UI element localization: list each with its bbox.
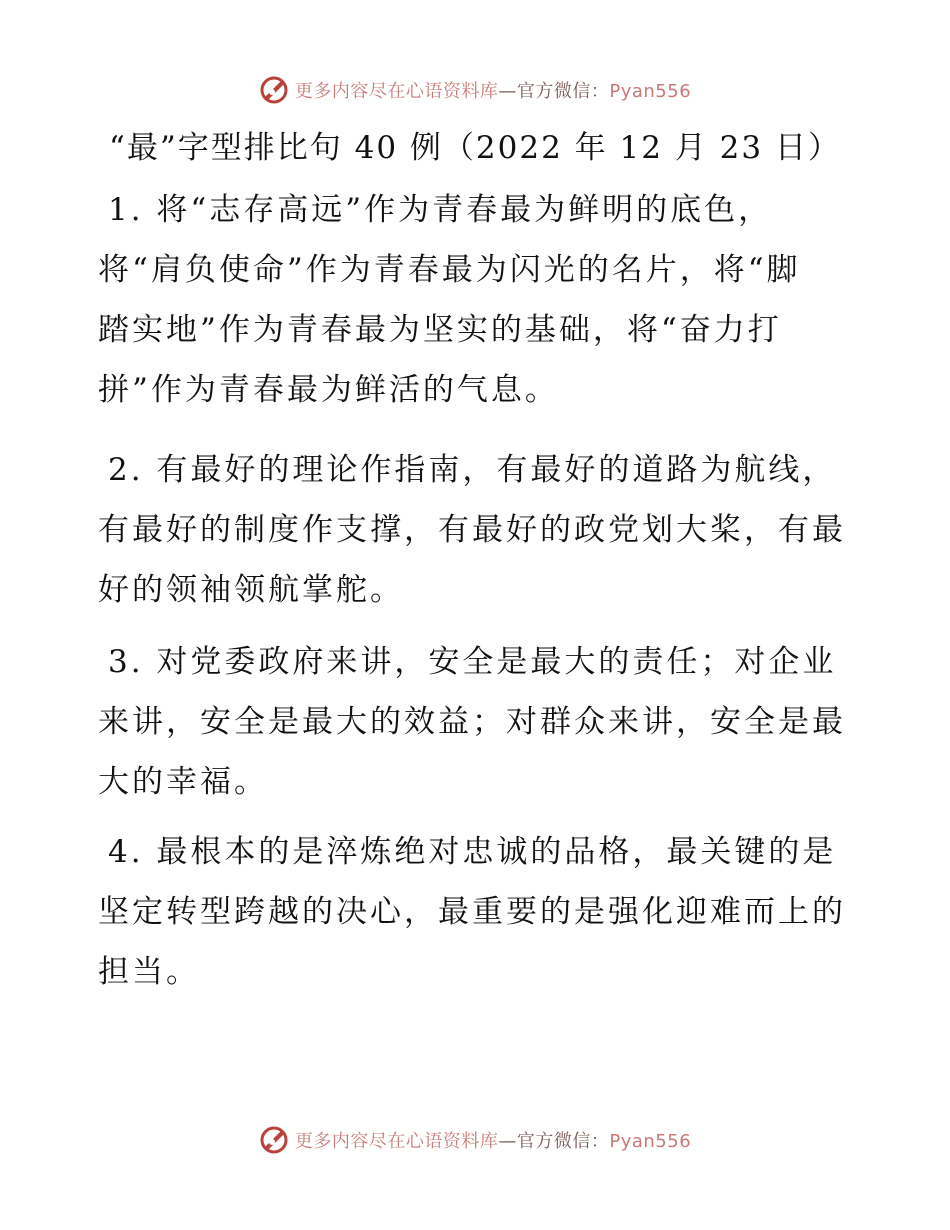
- header-banner: [0, 70, 950, 110]
- paragraph-line: 1. 将“志存高远”作为青春最为鲜明的底色，: [108, 192, 773, 228]
- paragraph-1: [98, 180, 850, 420]
- footer-banner-text: 更多内容尽在心语资料库—官方微信：Pyan556: [294, 1131, 692, 1152]
- page-title: “最”字型排比句 40 例（2022 年 12 月 23 日）: [109, 130, 841, 166]
- logo-icon: [259, 75, 289, 105]
- header-banner-text: 更多内容尽在心语资料库—官方微信：Pyan556: [294, 81, 692, 102]
- logo-icon: [259, 1125, 289, 1155]
- paragraph-line: 好的领袖领航掌舵。: [98, 572, 404, 608]
- footer-banner: [0, 1120, 950, 1160]
- paragraph-line: 3. 对党委政府来讲，安全是最大的责任；对企业: [108, 644, 837, 680]
- paragraph-line: 来讲，安全是最大的效益；对群众来讲，安全是最: [98, 704, 846, 740]
- paragraph-4: [98, 822, 850, 1002]
- paragraph-3: [98, 632, 850, 812]
- paragraph-line: 担当。: [98, 954, 200, 990]
- paragraph-line: 大的幸福。: [98, 764, 268, 800]
- paragraph-line: 2. 有最好的理论作指南，有最好的道路为航线，: [108, 452, 837, 488]
- paragraph-line: 坚定转型跨越的决心，最重要的是强化迎难而上的: [98, 894, 846, 930]
- paragraph-line: 踏实地”作为青春最为坚实的基础，将“奋力打: [98, 312, 782, 348]
- paragraph-line: 将“肩负使命”作为青春最为闪光的名片，将“脚: [98, 252, 801, 288]
- paragraph-line: 4. 最根本的是淬炼绝对忠诚的品格，最关键的是: [108, 834, 837, 870]
- paragraph-line: 拼”作为青春最为鲜活的气息。: [98, 372, 559, 408]
- paragraph-line: 有最好的制度作支撑，有最好的政党划大桨，有最: [98, 512, 846, 548]
- paragraph-2: [98, 440, 850, 620]
